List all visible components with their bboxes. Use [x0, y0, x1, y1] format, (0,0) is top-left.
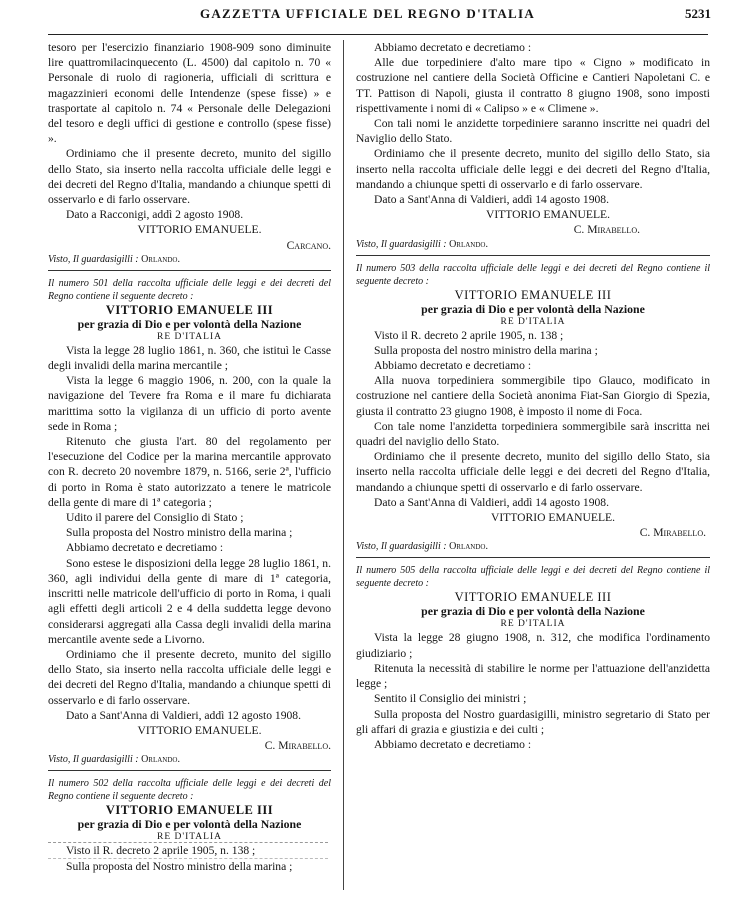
decree-heading: Il numero 505 della raccolta ufficiale delle leggi e dei decreti del Regno contiene il seguente decreto :: [356, 565, 710, 590]
column-divider: [343, 40, 344, 890]
rex-line: RE D'ITALIA: [157, 832, 222, 843]
visto-name: Orlando.: [141, 253, 180, 265]
right-column: [356, 40, 710, 752]
paragraph: Ordiniamo che il presente decreto, munito del sigillo dello Stato, sia inserto nella raccolta ufficiale delle leggi e dei decreti del Regno d'Italia, mandando a chiunque spetti di osservarlo e di farlo osservare.: [48, 147, 331, 207]
paragraph: Abbiamo decretato e decretiamo :: [374, 41, 532, 54]
newspaper-title: GAZZETTA UFFICIALE DEL REGNO D'ITALIA: [199, 6, 536, 21]
paragraph: Ritenuto che giusta l'art. 80 del regolamento per l'esecuzione del Codice per la marina mercantile approvato con R. decreto 20 novembre 1879, n. 5166, serie 2ª, l'ufficio di porto in Roma è stato autorizzato a tenere le matricole della gente di mare di 1ª categoria ;: [48, 435, 331, 509]
paragraph: Vista la legge 28 luglio 1861, n. 360, che istituì le Casse degli invalidi della marina mercantile ;: [48, 343, 331, 373]
paragraph: Ordiniamo che il presente decreto, munito del sigillo dello Stato, sia inserto nella raccolta ufficiale delle leggi e dei decreti del Regno d'Italia, mandando a chiunque spetti di osservarlo e di farlo osservare.: [356, 450, 710, 494]
paragraph: Ordiniamo che il presente decreto, munito del sigillo dello Stato, sia inserto nella raccolta ufficiale delle leggi e dei decreti del Regno d'Italia, mandando a chiunque spetti di osservarlo e di farlo osservare.: [356, 147, 710, 191]
paragraph: Sulla proposta del nostro ministro della marina ;: [374, 343, 598, 357]
visto-line: [356, 238, 710, 251]
king-title: VITTORIO EMANUELE III: [105, 302, 274, 317]
decree-date: Dato a Racconigi, addì 2 agosto 1908.: [66, 208, 244, 222]
decree-heading: Il numero 501 della raccolta ufficiale delle leggi e dei decreti del Regno contiene il seguente decreto :: [48, 277, 331, 302]
minister-signature: Carcano.: [286, 238, 331, 252]
paragraph: tesoro per l'esercizio finanziario 1908-909 sono diminuite lire quattromilacinquecento (L. 4500) dal capitolo n. 70 « Personale di ruolo di ragioneria, ufficiali di scrittura e magazzinieri economi delle Intendenze (spese fisse) » e trasportate al capitolo n. 74 « Personale delle Delegazioni del tesoro e degli uffici di gestione e controllo (spese fisse) ».: [48, 41, 331, 146]
decree-heading: Il numero 502 della raccolta ufficiale delle leggi e dei decreti del Regno contiene il seguente decreto :: [48, 778, 331, 803]
paragraph: Con tali nomi le anzidette torpediniere saranno inscritte nei quadri del Naviglio dello Stato.: [356, 117, 710, 146]
rex-line: RE D'ITALIA: [157, 331, 222, 342]
visto-line: [356, 540, 710, 553]
decree-date: Dato a Sant'Anna di Valdieri, addì 12 agosto 1908.: [66, 708, 301, 722]
page-header: [0, 6, 735, 26]
paragraph: Abbiamo decretato e decretiamo :: [66, 541, 224, 555]
decree-heading: Il numero 503 della raccolta ufficiale delle leggi e dei decreti del Regno contiene il seguente decreto :: [356, 262, 710, 287]
bottom-rule: [48, 842, 328, 843]
paragraph: Sulla proposta del Nostro ministro della marina ;: [66, 859, 293, 873]
king-title: VITTORIO EMANUELE III: [105, 803, 274, 818]
paragraph: Ritenuta la necessità di stabilire le norme per l'attuazione dell'anzidetta legge ;: [356, 661, 710, 691]
paragraph: Sulla proposta del Nostro guardasigilli, ministro segretario di Stato per gli affari di grazia e giustizia e dei culti ;: [356, 707, 710, 736]
king-title: VITTORIO EMANUELE III: [454, 590, 612, 605]
bottom-rule: [48, 858, 328, 859]
paragraph: Alle due torpediniere d'alto mare tipo « Cigno » modificato in costruzione nel cantiere della Società Officine e Cantieri Napoletani C. e TT. Pattison di Napoli, giusta il contratto 8 giugno 1908, sono imposti rispettivamente i nomi di « Calipso » e « Climene ».: [356, 56, 710, 115]
visto-line: [48, 753, 331, 766]
paragraph: Sono estese le disposizioni della legge 28 luglio 1861, n. 360, agli individui della gente di mare di 1ª categoria, inscritti nelle matricole dell'ufficio di porto in Roma, i quali agli effetti degli articoli 2 e 4 della suddetta legge devono considerarsi aggregati alla Cassa degli invalidi della marina mercantile avente sede a Livorno.: [48, 556, 331, 646]
paragraph: Vista la legge 28 giugno 1908, n. 312, che modifica l'ordinamento giudiziario ;: [356, 631, 710, 660]
paragraph: Abbiamo decretato e decretiamo :: [374, 737, 532, 751]
paragraph: Udito il parere del Consiglio di Stato ;: [66, 511, 244, 525]
rex-line: RE D'ITALIA: [500, 619, 566, 630]
grazia-line: per grazia di Dio e per volontà della Nazione: [77, 316, 302, 331]
paragraph: Visto il R. decreto 2 aprile 1905, n. 138 ;: [374, 328, 564, 342]
grazia-line: per grazia di Dio e per volontà della Nazione: [421, 604, 645, 619]
paragraph: Vista la legge 6 maggio 1906, n. 200, con la quale la navigazione del Tevere fra Roma e il mare fu dichiarata marittima sotto la vigilanza di un ufficio di porto avente sede in Roma ;: [48, 374, 331, 433]
king-title: VITTORIO EMANUELE III: [454, 287, 612, 302]
minister-signature: C. Mirabello.: [264, 739, 331, 753]
king-signature: VITTORIO EMANUELE.: [485, 208, 611, 222]
minister-signature: C. Mirabello.: [639, 526, 706, 540]
paragraph: Visto il R. decreto 2 aprile 1905, n. 138 ;: [66, 844, 256, 858]
visto-name: Orlando.: [449, 238, 488, 250]
minister-signature: C. Mirabello.: [573, 223, 640, 237]
paragraph: Ordiniamo che il presente decreto, munito del sigillo dello Stato, sia inserto nella raccolta ufficiale delle leggi e dei decreti del Regno d'Italia, mandando a chiunque spetti di osservarlo e di farlo osservare.: [48, 647, 331, 707]
visto-name: Orlando.: [449, 541, 488, 553]
visto-label: Visto, Il guardasigilli :: [48, 253, 139, 265]
header-rule: [48, 34, 708, 35]
king-signature: VITTORIO EMANUELE.: [137, 723, 262, 737]
visto-label: Visto, Il guardasigilli :: [356, 238, 447, 250]
left-column: [48, 40, 331, 874]
paragraph: Abbiamo decretato e decretiamo :: [374, 359, 532, 373]
paragraph: Sentito il Consiglio dei ministri ;: [374, 692, 527, 706]
rex-line: RE D'ITALIA: [500, 316, 566, 327]
king-signature: VITTORIO EMANUELE.: [490, 511, 616, 525]
visto-line: [48, 253, 331, 266]
decree-date: Dato a Sant'Anna di Valdieri, addì 14 agosto 1908.: [374, 193, 609, 207]
visto-name: Orlando.: [141, 754, 180, 766]
section-separator: [48, 270, 331, 271]
page-number: 5231: [685, 6, 711, 21]
grazia-line: per grazia di Dio e per volontà della Nazione: [421, 301, 645, 316]
visto-label: Visto, Il guardasigilli :: [356, 541, 447, 553]
paragraph: Con tale nome l'anzidetta torpediniera sommergibile sarà inscritta nei quadri del naviglio dello Stato.: [356, 419, 710, 449]
section-separator: [356, 255, 710, 256]
section-separator: [48, 770, 331, 771]
paragraph: Sulla proposta del Nostro ministro della marina ;: [66, 526, 293, 540]
grazia-line: per grazia di Dio e per volontà della Nazione: [77, 817, 302, 832]
visto-label: Visto, Il guardasigilli :: [48, 754, 139, 766]
king-signature: VITTORIO EMANUELE.: [137, 223, 262, 237]
paragraph: Alla nuova torpediniera sommergibile tipo Glauco, modificato in costruzione nel cantiere della Società anonima Fiat-San Giorgio di Spezia, giusta il contratto 23 giugno 1908, è imposto il nome di Foca.: [356, 374, 710, 418]
decree-date: Dato a Sant'Anna di Valdieri, addì 14 agosto 1908.: [374, 495, 609, 509]
section-separator: [356, 557, 710, 558]
